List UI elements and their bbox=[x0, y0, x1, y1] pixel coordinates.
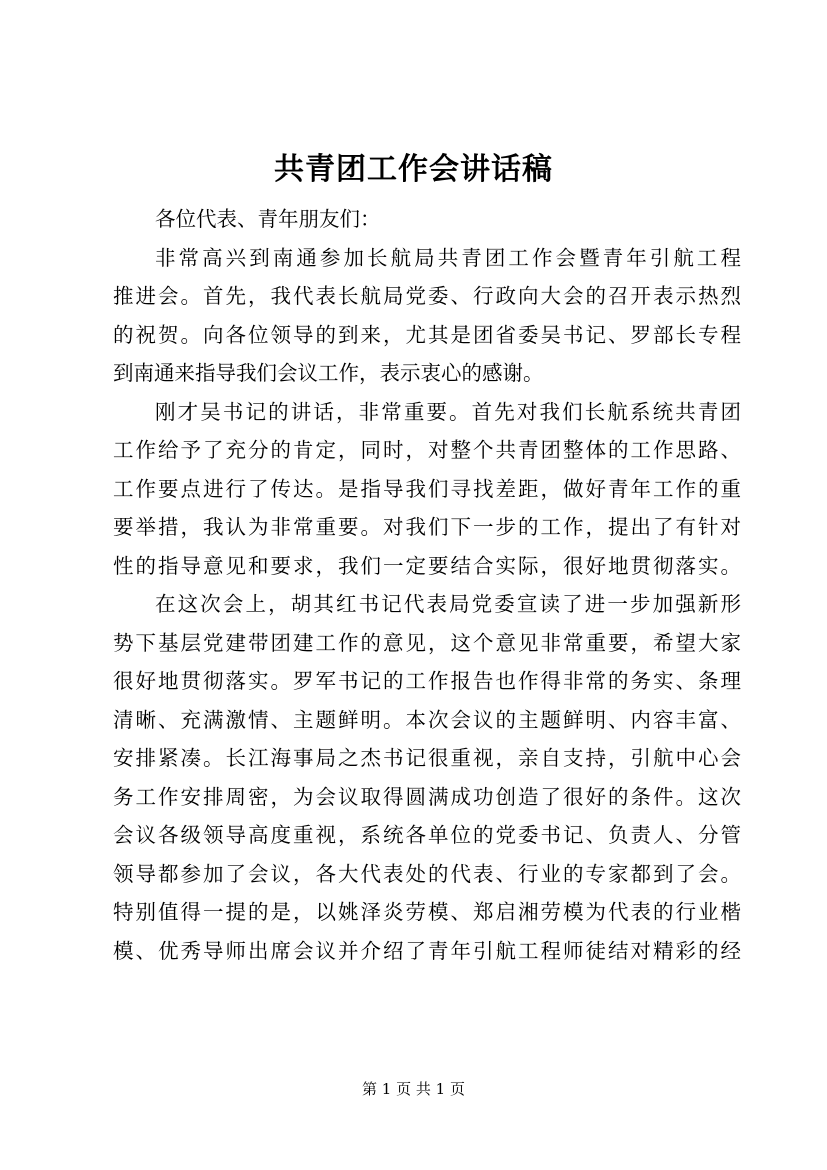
paragraph-line: 势下基层党建带团建工作的意见，这个意见非常重要，希望大家 bbox=[113, 630, 741, 655]
paragraph-line: 安排紧凑。长江海事局之杰书记很重视，亲自支持，引航中心会 bbox=[113, 746, 741, 770]
document-title: 共青团工作会讲话稿 bbox=[274, 152, 553, 187]
paragraph-line: 性的指导意见和要求，我们一定要结合实际，很好地贯彻落实。 bbox=[113, 553, 741, 578]
paragraph-line: 工作要点进行了传达。是指导我们寻找差距，做好青年工作的重 bbox=[113, 476, 741, 501]
paragraph-line: 工作给予了充分的肯定，同时，对整个共青团整体的工作思路、 bbox=[113, 438, 741, 462]
paragraph-line: 要举措，我认为非常重要。对我们下一步的工作，提出了有针对 bbox=[113, 515, 741, 539]
paragraph-line: 到南通来指导我们会议工作，表示衷心的感谢。 bbox=[113, 361, 544, 385]
paragraph-line: 在这次会上，胡其红书记代表局党委宣读了进一步加强新形 bbox=[155, 592, 741, 616]
paragraph-line: 非常高兴到南通参加长航局共青团工作会暨青年引航工程 bbox=[155, 245, 741, 270]
paragraph-line: 清晰、充满激情、主题鲜明。本次会议的主题鲜明、内容丰富、 bbox=[113, 707, 741, 732]
paragraph-line: 特别值得一提的是，以姚泽炎劳模、郑启湘劳模为代表的行业楷 bbox=[113, 900, 741, 924]
paragraph-line: 的祝贺。向各位领导的到来，尤其是团省委吴书记、罗部长专程 bbox=[113, 322, 741, 347]
paragraph-line: 模、优秀导师出席会议并介绍了青年引航工程师徒结对精彩的经 bbox=[113, 938, 741, 963]
paragraph-line: 刚才吴书记的讲话，非常重要。首先对我们长航系统共青团 bbox=[155, 399, 741, 424]
paragraph-line: 各位代表、青年朋友们： bbox=[155, 207, 381, 231]
paragraph-line: 推进会。首先，我代表长航局党委、行政向大会的召开表示热烈 bbox=[113, 284, 741, 308]
paragraph-line: 很好地贯彻落实。罗军书记的工作报告也作得非常的务实、条理 bbox=[113, 669, 741, 693]
paragraph-line: 会议各级领导高度重视，系统各单位的党委书记、负责人、分管 bbox=[113, 823, 741, 847]
paragraph-line: 务工作安排周密，为会议取得圆满成功创造了很好的条件。这次 bbox=[113, 784, 741, 809]
document-body bbox=[113, 200, 741, 970]
page-number-footer: 第 1 页 共 1 页 bbox=[362, 1080, 465, 1098]
paragraph-line: 领导都参加了会议，各大代表处的代表、行业的专家都到了会。 bbox=[113, 861, 741, 886]
